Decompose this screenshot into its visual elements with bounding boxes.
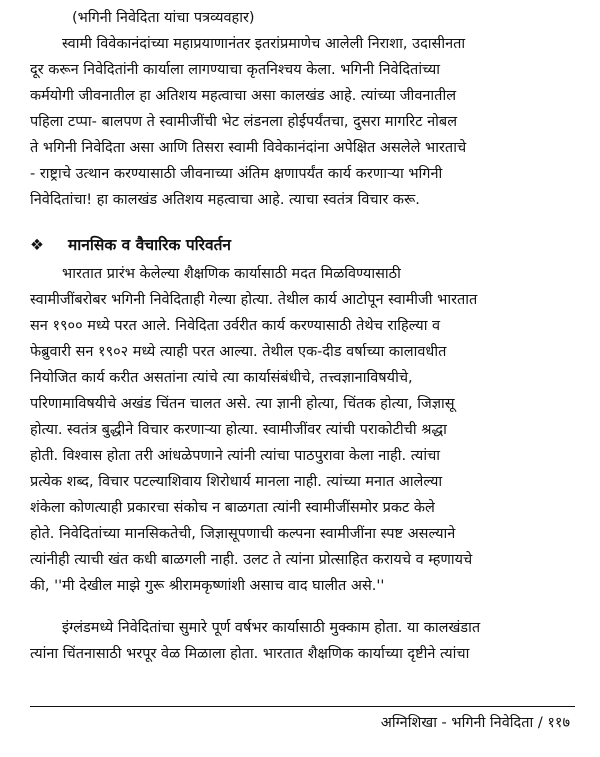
paragraph-2-line-12: त्यांनीही त्याची खंत कधी बाळगली नाही. उलट ते त्यांना प्रोत्साहित करायचे व म्हणायचे <box>30 552 473 568</box>
paragraph-2-line-10: शंकेला कोणत्याही प्रकारचा संकोच न बाळगता त्यांनी स्वामीजींसमोर प्रकट केले <box>30 500 435 516</box>
paragraph-2-line-2: स्वामीजींबरोबर भगिनी निवेदिताही गेल्या होत्या. तेथील कार्य आटोपून स्वामीजी भारतात <box>30 292 478 308</box>
paragraph-1-line-7: निवेदितांचा! हा कालखंड अतिशय महत्वाचा आहे. त्याचा स्वतंत्र विचार करू. <box>30 192 420 208</box>
paragraph-3-line-1: इंग्लंडमध्ये निवेदितांचा सुमारे पूर्ण वर्षभर कार्यासाठी मुक्काम होता. या कालखंडात <box>62 620 481 636</box>
paragraph-2-line-7: होत्या. स्वतंत्र बुद्धीने विचार करणाऱ्या होत्या. स्वामीजींवर त्यांची पराकोटीची श्रद्धा <box>30 422 447 438</box>
paragraph-1-line-2: दूर करून निवेदितांनी कार्याला लागण्याचा कृतनिश्चय केला. भगिनी निवेदितांच्या <box>30 62 440 78</box>
paragraph-2-line-11: होते. निवेदितांच्या मानसिकतेची, जिज्ञासूपणाची कल्पना स्वामीजींना स्पष्ट असल्याने <box>30 526 456 542</box>
paragraph-1-line-4: पहिला टप्पा- बालपण ते स्वामीजींची भेट लंडनला होईपर्यंतचा, दुसरा मागरिट नोबल <box>30 114 458 130</box>
paragraph-1-line-6: - राष्ट्राचे उत्थान करण्यासाठी जीवनाच्या अंतिम क्षणापर्यंत कार्य करणाऱ्या भगिनी <box>30 166 443 182</box>
paragraph-1-line-1: स्वामी विवेकानंदांच्या महाप्रयाणानंतर इतरांप्रमाणेच आलेली निराशा, उदासीनता <box>62 36 466 52</box>
paragraph-2-line-13: की, ''मी देखील माझे गुरू श्रीरामकृष्णांशी असाच वाद घालीत असे.'' <box>30 578 385 594</box>
paragraph-2-line-1: भारतात प्रारंभ केलेल्या शैक्षणिक कार्यासाठी मदत मिळविण्यासाठी <box>62 266 401 282</box>
section-heading <box>30 234 231 256</box>
footer-divider <box>30 706 575 707</box>
paragraph-2-line-3: सन १९०० मध्ये परत आले. निवेदिता उर्वरीत कार्य करण्यासाठी तेथेच राहिल्या व <box>30 318 441 334</box>
paragraph-1-line-3: कर्मयोगी जीवनातील हा अतिशय महत्वाचा असा कालखंड आहे. त्यांच्या जीवनातील <box>30 88 457 104</box>
paragraph-1-line-5: ते भगिनी निवेदिता असा आणि तिसरा स्वामी विवेकानंदांना अपेक्षित असलेले भारताचे <box>30 140 467 156</box>
subtitle: (भगिनी निवेदिता यांचा पत्रव्यवहार) <box>72 10 255 26</box>
paragraph-2-line-5: नियोजित कार्य करीत असतांना त्यांचे त्या कार्यासंबंधीचे, तत्त्वज्ञानाविषयीचे, <box>30 370 413 386</box>
paragraph-2-line-4: फेब्रुवारी सन १९०२ मध्ये त्याही परत आल्या. तेथील एक-दीड वर्षाच्या कालावधीत <box>30 344 447 360</box>
paragraph-2-line-6: परिणामाविषयीचे अखंड चिंतन चालत असे. त्या ज्ञानी होत्या, चिंतक होत्या, जिज्ञासू <box>30 396 455 412</box>
paragraph-3-line-2: त्यांना चिंतनासाठी भरपूर वेळ मिळाला होता. भारतात शैक्षणिक कार्याच्या दृष्टीने त्यांचा <box>30 646 470 662</box>
section-heading-text: मानसिक व वैचारिक परिवर्तन <box>68 236 232 254</box>
paragraph-2-line-8: होती. विश्वास होता तरी आंधळेपणाने त्यांनी त्यांचा पाठपुरावा केला नाही. त्यांचा <box>30 448 441 464</box>
paragraph-2-line-9: प्रत्येक शब्द, विचार पटल्याशिवाय शिरोधार्य मानला नाही. त्यांच्या मनात आलेल्या <box>30 474 443 490</box>
diamond-bullet-icon: ❖ <box>30 236 44 254</box>
page-footer: अग्निशिखा - भगिनी निवेदिता / ११७ <box>380 715 570 731</box>
